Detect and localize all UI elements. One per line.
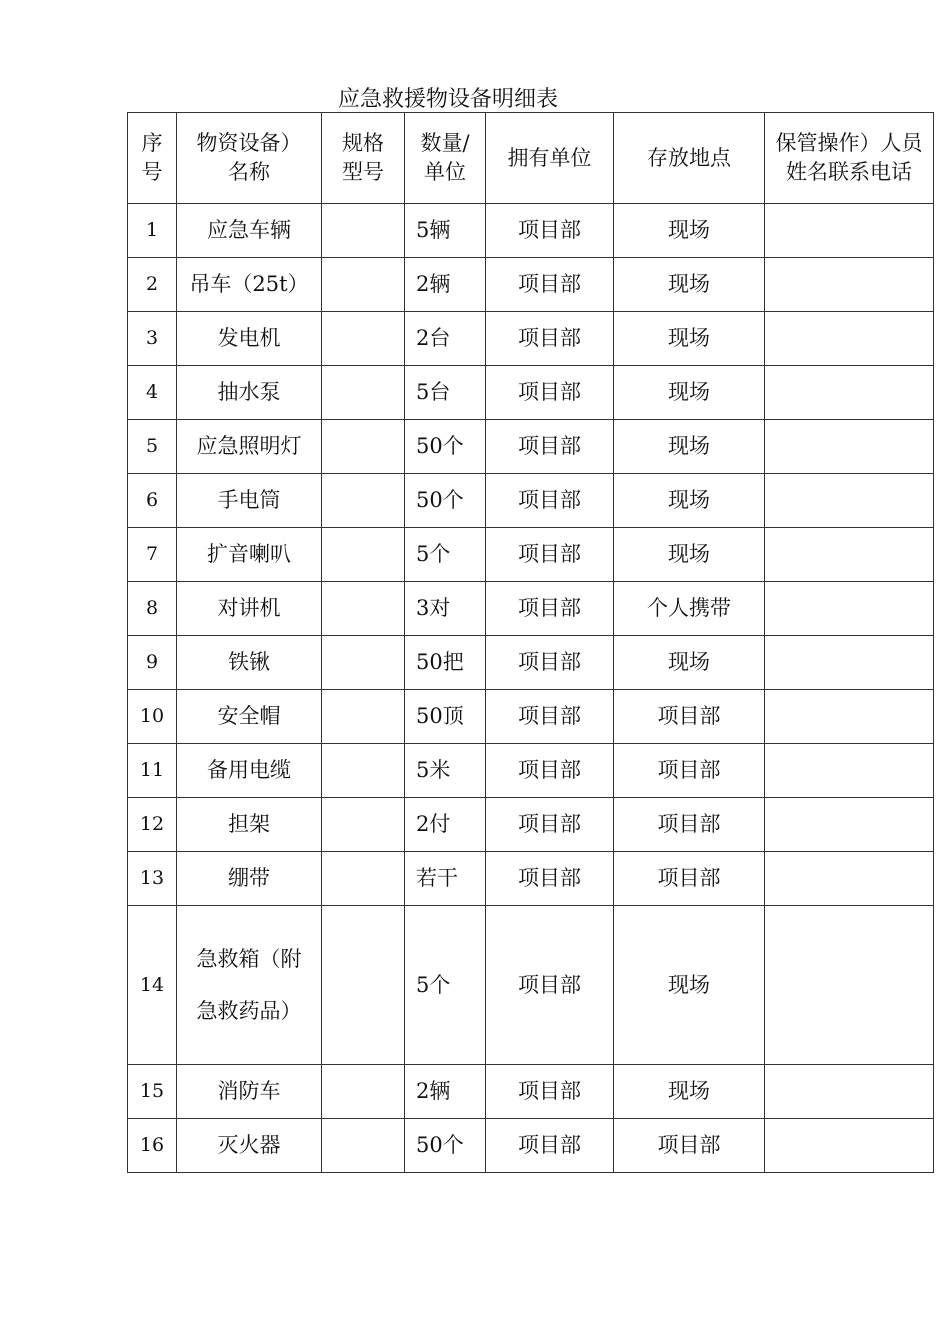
- row-name: 绷带: [177, 852, 322, 906]
- row-spec: [322, 420, 405, 474]
- row-location: 现场: [614, 636, 765, 690]
- table-row: [128, 798, 934, 852]
- row-contact: [765, 204, 934, 258]
- row-name: 铁锹: [177, 636, 322, 690]
- row-contact: [765, 1119, 934, 1173]
- header-contact: 保管操作）人员姓名联系电话: [765, 113, 934, 204]
- row-owner: 项目部: [486, 744, 614, 798]
- row-location: 现场: [614, 1065, 765, 1119]
- row-qty: 2付: [405, 798, 486, 852]
- row-location: 项目部: [614, 690, 765, 744]
- row-owner: 项目部: [486, 366, 614, 420]
- row-no: 8: [128, 582, 177, 636]
- row-owner: 项目部: [486, 798, 614, 852]
- row-location: 项目部: [614, 1119, 765, 1173]
- table-row: [128, 744, 934, 798]
- row-no: 9: [128, 636, 177, 690]
- row-location: 现场: [614, 474, 765, 528]
- row-name: 备用电缆: [177, 744, 322, 798]
- row-qty: 5个: [405, 528, 486, 582]
- row-name: [177, 906, 322, 1065]
- row-owner: 项目部: [486, 852, 614, 906]
- row-owner: 项目部: [486, 528, 614, 582]
- table-row: [128, 852, 934, 906]
- row-qty: 2台: [405, 312, 486, 366]
- row-spec: [322, 906, 405, 1065]
- row-qty: 50顶: [405, 690, 486, 744]
- table-row: [128, 204, 934, 258]
- row-qty: 50把: [405, 636, 486, 690]
- table-row: [128, 636, 934, 690]
- row-no: 10: [128, 690, 177, 744]
- row-spec: [322, 798, 405, 852]
- header-name: 物资设备）名称: [177, 113, 322, 204]
- row-contact: [765, 636, 934, 690]
- row-contact: [765, 744, 934, 798]
- row-spec: [322, 582, 405, 636]
- row-spec: [322, 852, 405, 906]
- row-location: 个人携带: [614, 582, 765, 636]
- row-location: 现场: [614, 420, 765, 474]
- row-location: 项目部: [614, 798, 765, 852]
- row-contact: [765, 852, 934, 906]
- row-owner: 项目部: [486, 582, 614, 636]
- table-row: [128, 582, 934, 636]
- table-row: [128, 906, 934, 1065]
- row-contact: [765, 528, 934, 582]
- row-qty: 3对: [405, 582, 486, 636]
- row-qty: 若干: [405, 852, 486, 906]
- row-contact: [765, 474, 934, 528]
- row-spec: [322, 312, 405, 366]
- header-qty: 数量/单位: [405, 113, 486, 204]
- row-qty: 50个: [405, 474, 486, 528]
- equipment-table: [127, 112, 934, 1173]
- row-name: 手电筒: [177, 474, 322, 528]
- row-contact: [765, 258, 934, 312]
- row-no: 14: [128, 906, 177, 1065]
- row-qty: 2辆: [405, 258, 486, 312]
- row-no: 1: [128, 204, 177, 258]
- row-owner: 项目部: [486, 1065, 614, 1119]
- row-spec: [322, 1119, 405, 1173]
- row-location: 现场: [614, 312, 765, 366]
- table-header-row: [128, 113, 934, 204]
- row-no: 3: [128, 312, 177, 366]
- row-location: 项目部: [614, 744, 765, 798]
- row-qty: 50个: [405, 1119, 486, 1173]
- row-location: 现场: [614, 258, 765, 312]
- row-no: 2: [128, 258, 177, 312]
- row-spec: [322, 744, 405, 798]
- row-name: 应急车辆: [177, 204, 322, 258]
- row-owner: 项目部: [486, 420, 614, 474]
- table-row: [128, 1065, 934, 1119]
- row-no: 6: [128, 474, 177, 528]
- row-no: 7: [128, 528, 177, 582]
- row-no: 11: [128, 744, 177, 798]
- row-location: 项目部: [614, 852, 765, 906]
- row-spec: [322, 258, 405, 312]
- row-contact: [765, 366, 934, 420]
- table-row: [128, 690, 934, 744]
- row-qty: 50个: [405, 420, 486, 474]
- row-contact: [765, 312, 934, 366]
- row-name: 抽水泵: [177, 366, 322, 420]
- row-owner: 项目部: [486, 312, 614, 366]
- table-row: [128, 420, 934, 474]
- table-row: [128, 312, 934, 366]
- row-contact: [765, 1065, 934, 1119]
- header-location: 存放地点: [614, 113, 765, 204]
- row-contact: [765, 906, 934, 1065]
- row-spec: [322, 1065, 405, 1119]
- table-row: [128, 1119, 934, 1173]
- row-contact: [765, 690, 934, 744]
- row-no: 5: [128, 420, 177, 474]
- table-row: [128, 474, 934, 528]
- row-contact: [765, 420, 934, 474]
- row-name: 应急照明灯: [177, 420, 322, 474]
- row-spec: [322, 636, 405, 690]
- row-no: 4: [128, 366, 177, 420]
- table-row: [128, 528, 934, 582]
- table-row: [128, 366, 934, 420]
- row-owner: 项目部: [486, 906, 614, 1065]
- header-spec: 规格型号: [322, 113, 405, 204]
- row-no: 16: [128, 1119, 177, 1173]
- row-owner: 项目部: [486, 636, 614, 690]
- row-name: 发电机: [177, 312, 322, 366]
- row-contact: [765, 798, 934, 852]
- page-title: 应急救援物设备明细表: [338, 87, 559, 112]
- header-no: 序号: [128, 113, 177, 204]
- row-location: 现场: [614, 528, 765, 582]
- row-owner: 项目部: [486, 204, 614, 258]
- row-no: 13: [128, 852, 177, 906]
- row-no: 12: [128, 798, 177, 852]
- row-spec: [322, 690, 405, 744]
- row-spec: [322, 528, 405, 582]
- row-spec: [322, 366, 405, 420]
- row-owner: 项目部: [486, 258, 614, 312]
- table-row: [128, 258, 934, 312]
- row-name: 安全帽: [177, 690, 322, 744]
- row-location: 现场: [614, 906, 765, 1065]
- row-name: 吊车（25t）: [177, 258, 322, 312]
- row-name: 灭火器: [177, 1119, 322, 1173]
- row-owner: 项目部: [486, 474, 614, 528]
- row-name: 担架: [177, 798, 322, 852]
- row-spec: [322, 204, 405, 258]
- row-name: 扩音喇叭: [177, 528, 322, 582]
- row-qty: 5个: [405, 906, 486, 1065]
- row-owner: 项目部: [486, 690, 614, 744]
- row-qty: 2辆: [405, 1065, 486, 1119]
- row-location: 现场: [614, 366, 765, 420]
- row-qty: 5辆: [405, 204, 486, 258]
- row-contact: [765, 582, 934, 636]
- row-qty: 5台: [405, 366, 486, 420]
- row-location: 现场: [614, 204, 765, 258]
- row-spec: [322, 474, 405, 528]
- row-name: 对讲机: [177, 582, 322, 636]
- row-owner: 项目部: [486, 1119, 614, 1173]
- row-no: 15: [128, 1065, 177, 1119]
- row-qty: 5米: [405, 744, 486, 798]
- header-owner: 拥有单位: [486, 113, 614, 204]
- row-name: 消防车: [177, 1065, 322, 1119]
- row-name-text: 急救箱（附急救药品）: [196, 947, 302, 1023]
